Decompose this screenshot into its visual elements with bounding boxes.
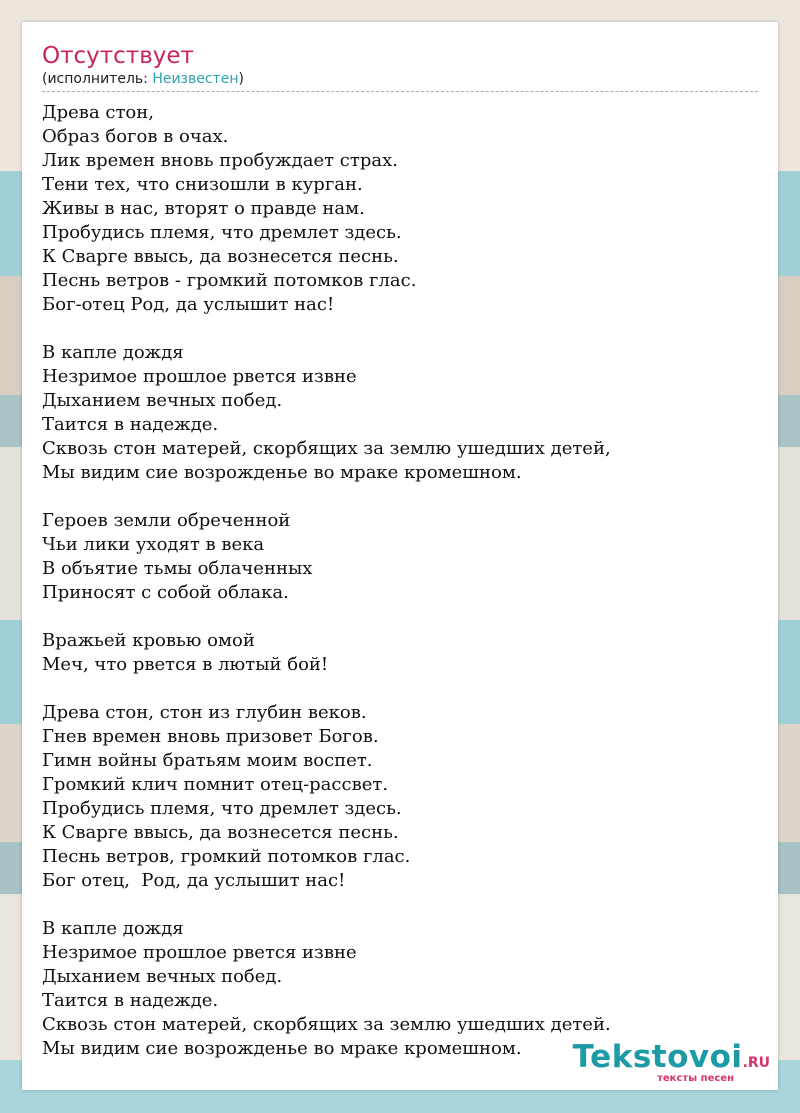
- lyrics-blank-line: [42, 677, 758, 701]
- lyrics-line: Дыханием вечных побед.: [42, 390, 283, 411]
- lyrics-line: К Сварге ввысь, да вознесется песнь.: [42, 246, 399, 267]
- lyrics-line: Незримое прошлое рвется извне: [42, 942, 357, 963]
- logo-domain: .RU: [742, 1055, 770, 1071]
- lyrics-line: Живы в нас, вторят о правде нам.: [42, 198, 365, 219]
- lyrics-line: К Сварге ввысь, да вознесется песнь.: [42, 822, 399, 843]
- lyrics-blank-line: [42, 893, 758, 917]
- lyrics-line: Древа стон, стон из глубин веков.: [42, 702, 367, 723]
- lyrics-line: Древа стон,: [42, 102, 154, 123]
- lyrics-line: Героев земли обреченной: [42, 510, 291, 531]
- lyrics-line: Сквозь стон матерей, скорбящих за землю ушедших детей.: [42, 1014, 611, 1035]
- lyrics-line: Пробудись племя, что дремлет здесь.: [42, 222, 402, 243]
- lyrics-line: Бог-отец Род, да услышит нас!: [42, 294, 335, 315]
- lyrics-line: Вражьей кровью омой: [42, 630, 255, 651]
- lyrics-card: [22, 22, 778, 1090]
- lyrics-line: В объятие тьмы облаченных: [42, 558, 313, 579]
- lyrics-line: В капле дождя: [42, 342, 184, 363]
- lyrics-line: Пробудись племя, что дремлет здесь.: [42, 798, 402, 819]
- artist-suffix: ): [238, 71, 244, 87]
- lyrics-line: Гимн войны братьям моим воспет.: [42, 750, 373, 771]
- lyrics-line: Мы видим сие возрожденье во мраке кромешном.: [42, 462, 522, 483]
- logo-tagline: тексты песен: [657, 1073, 734, 1084]
- lyrics-line: Лик времен вновь пробуждает страх.: [42, 150, 398, 171]
- lyrics-line: Громкий клич помнит отец-рассвет.: [42, 774, 389, 795]
- artist-line: [42, 70, 758, 92]
- lyrics-line: Чьи лики уходят в века: [42, 534, 265, 555]
- lyrics-line: Сквозь стон матерей, скорбящих за землю ушедших детей,: [42, 438, 611, 459]
- site-logo[interactable]: [560, 1040, 770, 1084]
- lyrics-line: Песнь ветров - громкий потомков глас.: [42, 270, 417, 291]
- logo-name: Tekstovoi: [572, 1039, 743, 1075]
- lyrics-blank-line: [42, 317, 758, 341]
- lyrics-line: Незримое прошлое рвется извне: [42, 366, 357, 387]
- artist-link[interactable]: Неизвестен: [152, 71, 239, 87]
- lyrics-line: Таится в надежде.: [42, 414, 219, 435]
- lyrics-line: Дыханием вечных побед.: [42, 966, 283, 987]
- lyrics-blank-line: [42, 485, 758, 509]
- lyrics-line: В капле дождя: [42, 918, 184, 939]
- lyrics-line: Мы видим сие возрожденье во мраке кромешном.: [42, 1038, 522, 1059]
- lyrics-line: Таится в надежде.: [42, 990, 219, 1011]
- artist-prefix: (исполнитель:: [42, 71, 153, 87]
- lyrics-line: Меч, что рвется в лютый бой!: [42, 654, 329, 675]
- song-title: Отсутствует: [42, 43, 194, 69]
- lyrics-line: Приносят с собой облака.: [42, 582, 289, 603]
- lyrics-blank-line: [42, 605, 758, 629]
- lyrics-line: Тени тех, что снизошли в курган.: [42, 174, 363, 195]
- lyrics-line: Гнев времен вновь призовет Богов.: [42, 726, 379, 747]
- lyrics-line: Бог отец, Род, да услышит нас!: [42, 870, 346, 891]
- lyrics-line: Образ богов в очах.: [42, 126, 229, 147]
- lyrics-text: [42, 101, 758, 1061]
- lyrics-line: Песнь ветров, громкий потомков глас.: [42, 846, 411, 867]
